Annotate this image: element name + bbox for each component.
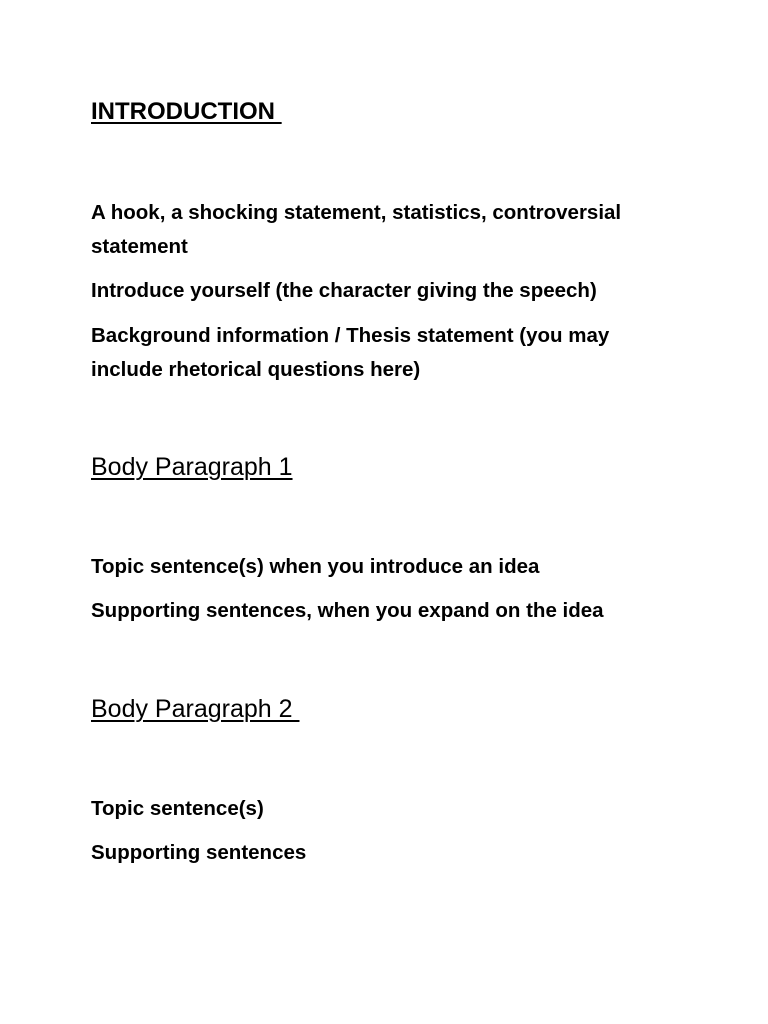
intro-hook-text: A hook, a shocking statement, statistics, controversial statement	[91, 201, 622, 258]
body2-supporting-text: Supporting sentences	[91, 841, 307, 864]
intro-yourself-text: Introduce yourself (the character giving the speech)	[91, 279, 597, 302]
body2-topic-text: Topic sentence(s)	[91, 797, 264, 820]
body-paragraph-1-heading: Body Paragraph 1	[91, 453, 293, 481]
body-paragraph-2-heading: Body Paragraph 2	[91, 695, 300, 723]
body1-topic-text: Topic sentence(s) when you introduce an idea	[91, 555, 540, 578]
introduction-heading: INTRODUCTION	[91, 98, 282, 125]
intro-background-text: Background information / Thesis statement (you may include rhetorical questions here)	[91, 324, 610, 381]
body1-supporting-text: Supporting sentences, when you expand on the idea	[91, 599, 604, 622]
